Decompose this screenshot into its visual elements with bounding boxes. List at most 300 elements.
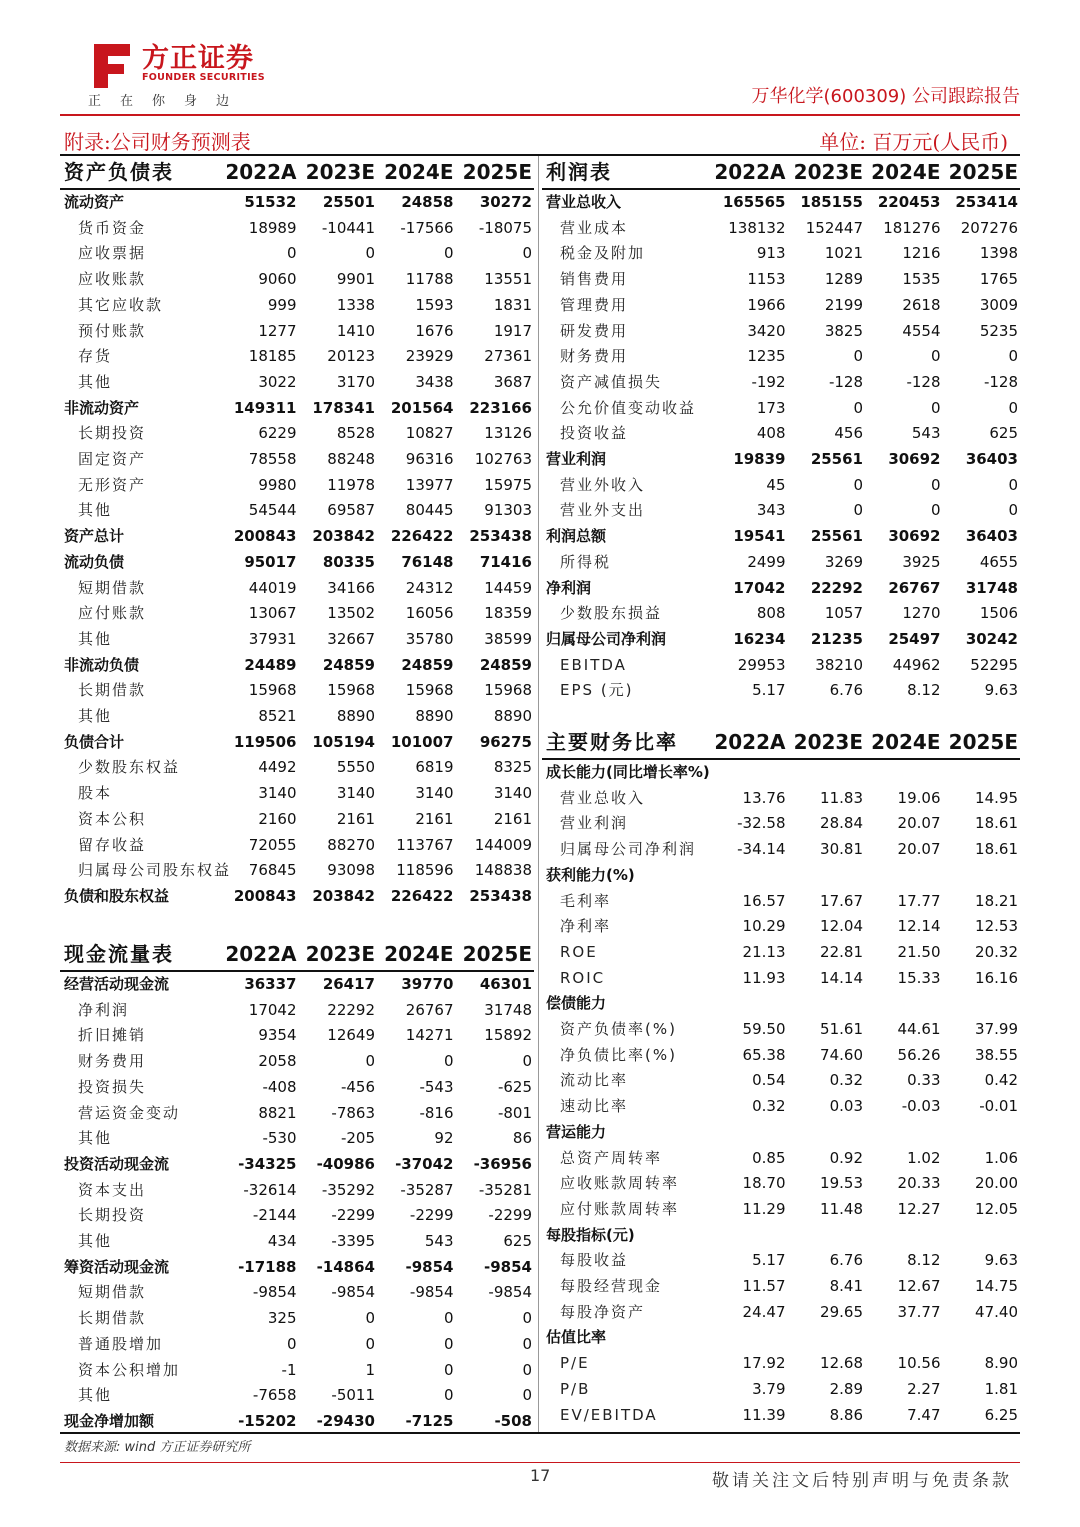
- cell-value: 19.06: [897, 788, 941, 807]
- cell-value: 25561: [810, 450, 863, 469]
- cash-flow-table: [60, 938, 534, 1435]
- row-label: 资产负债率(%): [560, 1020, 677, 1039]
- table-row: [542, 966, 1020, 992]
- row-label: 无形资产: [78, 475, 147, 494]
- table-row: [542, 421, 1020, 447]
- table-row: [542, 1300, 1020, 1326]
- cell-value: -128: [828, 372, 863, 391]
- cell-value: 11.39: [742, 1405, 786, 1424]
- cell-value: [788, 1120, 866, 1146]
- cell-value: 44.61: [897, 1020, 941, 1039]
- cell-value: 8325: [493, 758, 532, 777]
- income-statement-table: [542, 156, 1020, 704]
- table-row: [542, 1325, 1020, 1351]
- cell-value: -7125: [405, 1411, 454, 1430]
- year-header: 2025E: [943, 156, 1021, 189]
- disclaimer: 敬请关注文后特别声明与免责条款: [712, 1471, 1012, 1491]
- cell-value: 543: [424, 1232, 454, 1251]
- cell-value: 6229: [258, 424, 297, 443]
- cell-value: [865, 863, 943, 889]
- row-label: 营业总收入: [560, 788, 646, 807]
- cell-value: 173: [756, 398, 786, 417]
- cell-value: 203842: [312, 886, 375, 905]
- row-label: 归属母公司净利润: [560, 840, 697, 859]
- cell-value: 1.02: [907, 1148, 941, 1167]
- row-label: 投资损失: [78, 1077, 147, 1096]
- cell-value: 138132: [728, 218, 786, 237]
- cell-value: 12649: [327, 1026, 375, 1045]
- cell-value: [710, 1120, 788, 1146]
- cell-value: [865, 1325, 943, 1351]
- year-header: 2024E: [865, 726, 943, 759]
- cell-value: 1338: [336, 295, 375, 314]
- cell-value: 3140: [336, 784, 375, 803]
- row-label: 少数股东损益: [560, 604, 663, 623]
- table-row: [542, 678, 1020, 704]
- cell-value: -192: [751, 372, 786, 391]
- cell-value: -18075: [478, 218, 532, 237]
- cell-value: 0: [365, 1052, 375, 1071]
- cell-value: 51.61: [820, 1020, 863, 1039]
- row-label: 资本支出: [78, 1180, 147, 1199]
- cell-value: -205: [340, 1129, 375, 1148]
- table-row: [542, 914, 1020, 940]
- row-label: 归属母公司股东权益: [78, 861, 232, 880]
- cell-value: 25497: [888, 629, 941, 648]
- cell-value: 13.76: [742, 788, 786, 807]
- cell-value: 11788: [405, 270, 454, 289]
- cell-value: 1021: [824, 244, 863, 263]
- cell-value: 0: [853, 398, 863, 417]
- cell-value: 3269: [824, 552, 863, 571]
- cell-value: 434: [267, 1232, 297, 1251]
- row-label: 销售费用: [560, 270, 629, 289]
- cell-value: 80445: [405, 501, 454, 520]
- year-header: 2022A: [710, 156, 788, 189]
- cell-value: 253438: [469, 527, 532, 546]
- cell-value: 0: [365, 244, 375, 263]
- cell-value: 20.33: [897, 1174, 941, 1193]
- cell-value: 0.85: [752, 1148, 786, 1167]
- cell-value: 3825: [824, 321, 863, 340]
- year-header: 2023E: [299, 938, 378, 971]
- row-label: 投资活动现金流: [64, 1154, 170, 1173]
- cell-value: -9854: [331, 1283, 375, 1302]
- cell-value: -0.01: [979, 1097, 1018, 1116]
- table-row: [60, 370, 534, 396]
- cell-value: 0.92: [829, 1148, 863, 1167]
- cell-value: 11.29: [742, 1199, 786, 1218]
- cell-value: 86: [512, 1129, 532, 1148]
- table-row: [542, 1351, 1020, 1377]
- cell-value: 11.57: [742, 1277, 786, 1296]
- row-label: EPS (元): [560, 681, 634, 700]
- balance-sheet-panel: [60, 156, 534, 910]
- cell-value: 17042: [248, 1000, 297, 1019]
- row-label: 存货: [78, 347, 113, 366]
- table-row: [60, 1409, 534, 1435]
- row-label: 非流动负债: [64, 655, 140, 674]
- cell-value: 20.07: [897, 814, 941, 833]
- cell-value: [943, 1325, 1021, 1351]
- slogan: 正在你身边: [88, 94, 249, 109]
- cell-value: 16234: [733, 629, 786, 648]
- cell-value: -9854: [252, 1283, 297, 1302]
- cell-value: [788, 991, 866, 1017]
- year-header: 2024E: [377, 938, 456, 971]
- cell-value: 4554: [902, 321, 941, 340]
- unit-label: 单位: 百万元(人民币): [819, 130, 1008, 154]
- cell-value: 18185: [248, 347, 297, 366]
- cell-value: 1398: [979, 244, 1018, 263]
- cell-value: 1765: [979, 270, 1018, 289]
- cell-value: -7658: [252, 1386, 297, 1405]
- cell-value: 35780: [405, 629, 454, 648]
- row-label: 现金净增加额: [64, 1411, 155, 1430]
- cell-value: 38.55: [975, 1045, 1018, 1064]
- cell-value: 3.79: [752, 1379, 786, 1398]
- cell-value: -7863: [331, 1103, 375, 1122]
- table-row: [60, 807, 534, 833]
- cell-value: 0: [443, 1386, 454, 1405]
- cell-value: 36403: [965, 450, 1018, 469]
- row-label: 其他: [78, 1129, 113, 1148]
- cell-value: -14864: [316, 1257, 375, 1276]
- table-row: [60, 498, 534, 524]
- cell-value: 45: [766, 475, 786, 494]
- cell-value: -32614: [243, 1180, 297, 1199]
- cell-value: 2199: [824, 295, 863, 314]
- table-row: [542, 1146, 1020, 1172]
- cell-value: 20.00: [975, 1174, 1018, 1193]
- cell-value: 456: [834, 424, 863, 443]
- cell-value: 12.67: [897, 1277, 941, 1296]
- logo-cn: 方正证券: [142, 43, 254, 74]
- cell-value: 14271: [405, 1026, 454, 1045]
- cell-value: 101007: [390, 732, 454, 751]
- cell-value: 36337: [244, 975, 297, 993]
- table-row: [542, 576, 1020, 602]
- row-label: 短期借款: [78, 1283, 147, 1302]
- cell-value: 54544: [248, 501, 297, 520]
- cell-value: 14459: [484, 578, 532, 597]
- report-title: 万华化学(600309) 公司跟踪报告: [751, 86, 1020, 107]
- cell-value: [710, 863, 788, 889]
- cell-value: 10827: [405, 424, 454, 443]
- cell-value: 12.53: [975, 917, 1018, 936]
- table-row: [60, 1203, 534, 1229]
- table-row: [542, 863, 1020, 889]
- row-label: 长期投资: [78, 424, 147, 443]
- cell-value: 11.83: [820, 788, 863, 807]
- cell-value: 625: [989, 424, 1018, 443]
- cell-value: 113767: [396, 835, 454, 854]
- cell-value: 56.26: [897, 1045, 941, 1064]
- cell-value: 27361: [484, 347, 532, 366]
- cell-value: [788, 1223, 866, 1249]
- cell-value: 30692: [888, 450, 941, 469]
- row-label: 资产总计: [64, 527, 125, 546]
- row-label: 普通股增加: [78, 1334, 164, 1353]
- data-source: 数据来源: wind 方正证券研究所: [64, 1440, 251, 1455]
- cell-value: 10.29: [742, 917, 786, 936]
- cell-value: 24489: [244, 655, 297, 674]
- row-label: 管理费用: [560, 295, 629, 314]
- table-row: [542, 786, 1020, 812]
- cell-value: 5.17: [752, 681, 786, 700]
- row-label: 投资收益: [560, 424, 629, 443]
- cell-value: 20.07: [897, 840, 941, 859]
- table-row: [542, 370, 1020, 396]
- cell-value: 24859: [479, 655, 532, 674]
- table-row: [542, 241, 1020, 267]
- cell-value: 1.06: [984, 1148, 1018, 1167]
- table-row: [542, 1120, 1020, 1146]
- cell-value: 15892: [484, 1026, 532, 1045]
- cell-value: 19.53: [820, 1174, 863, 1193]
- cell-value: 4655: [979, 552, 1018, 571]
- table-row: [542, 759, 1020, 786]
- cell-value: 3140: [493, 784, 532, 803]
- cell-value: 37931: [248, 629, 297, 648]
- cell-value: 148838: [474, 861, 532, 880]
- row-label: 毛利率: [560, 891, 612, 910]
- cell-value: 203842: [312, 527, 375, 546]
- cell-value: 0: [286, 244, 297, 263]
- cell-value: 8521: [258, 707, 297, 726]
- cell-value: 9901: [336, 270, 375, 289]
- cell-value: 118596: [396, 861, 454, 880]
- row-label: 所得税: [560, 552, 612, 571]
- cell-value: 0: [365, 1334, 375, 1353]
- cell-value: 2161: [336, 809, 375, 828]
- cell-value: 8.12: [907, 681, 941, 700]
- table-row: [542, 889, 1020, 915]
- cell-value: 17042: [733, 578, 786, 597]
- cell-value: -2299: [409, 1206, 454, 1225]
- cell-value: 3420: [747, 321, 786, 340]
- table-row: [60, 550, 534, 576]
- footer-rule: [60, 1462, 1020, 1463]
- cell-value: -508: [494, 1411, 532, 1430]
- row-label: EV/EBITDA: [560, 1405, 658, 1424]
- row-label: 净利润: [546, 578, 592, 597]
- table-title: 利润表: [542, 156, 710, 189]
- table-row: [60, 1049, 534, 1075]
- row-label: 留存收益: [78, 835, 147, 854]
- cell-value: 0: [286, 1334, 297, 1353]
- row-label: 成长能力(同比增长率%): [546, 763, 710, 781]
- cell-value: -32.58: [737, 814, 786, 833]
- cell-value: 543: [911, 424, 941, 443]
- cell-value: 1057: [824, 604, 863, 623]
- cell-value: 2058: [258, 1052, 297, 1071]
- table-row: [542, 1043, 1020, 1069]
- table-row: [60, 524, 534, 550]
- cell-value: 59.50: [742, 1020, 786, 1039]
- cell-value: 95017: [244, 552, 297, 571]
- row-label: 经营活动现金流: [64, 975, 170, 993]
- table-row: [60, 267, 534, 293]
- cell-value: 3170: [336, 372, 375, 391]
- table-row: [60, 1101, 534, 1127]
- ratios-panel: [542, 726, 1020, 1428]
- table-row: [60, 293, 534, 319]
- income-statement-panel: [542, 156, 1020, 704]
- table-row: [542, 447, 1020, 473]
- cell-value: 1535: [902, 270, 941, 289]
- table-row: [542, 940, 1020, 966]
- row-label: 负债合计: [64, 732, 125, 751]
- cell-value: 144009: [474, 835, 532, 854]
- cell-value: 71416: [479, 552, 532, 571]
- cell-value: 26767: [888, 578, 941, 597]
- table-row: [60, 1358, 534, 1384]
- cell-value: 0.32: [752, 1097, 786, 1116]
- table-row: [542, 991, 1020, 1017]
- cell-value: -5011: [331, 1386, 375, 1405]
- cell-value: 200843: [233, 886, 297, 905]
- cell-value: -9854: [409, 1283, 454, 1302]
- appendix-title: 附录:公司财务预测表: [64, 130, 251, 154]
- cell-value: 14.75: [975, 1277, 1018, 1296]
- cell-value: 1593: [415, 295, 454, 314]
- cell-value: 23929: [405, 347, 454, 366]
- table-row: [60, 858, 534, 884]
- cell-value: -36956: [473, 1154, 532, 1173]
- row-label: 应付账款: [78, 604, 147, 623]
- cell-value: 18.21: [975, 891, 1018, 910]
- cell-value: 14.14: [820, 968, 863, 987]
- row-label: 资本公积增加: [78, 1360, 181, 1379]
- row-label: 资本公积: [78, 809, 147, 828]
- table-row: [542, 189, 1020, 216]
- table-row: [60, 1280, 534, 1306]
- cell-value: 30272: [479, 193, 532, 211]
- cell-value: -17188: [238, 1257, 297, 1276]
- row-label: 其他: [78, 372, 113, 391]
- cell-value: -0.03: [901, 1097, 941, 1116]
- cell-value: 185155: [800, 193, 863, 211]
- cell-value: 2.89: [829, 1379, 863, 1398]
- cell-value: 149311: [233, 398, 297, 417]
- row-label: 每股收益: [560, 1251, 629, 1270]
- cell-value: 0: [365, 1309, 375, 1328]
- cell-value: 0.03: [829, 1097, 863, 1116]
- column-divider: [538, 156, 539, 1432]
- cell-value: 9354: [258, 1026, 297, 1045]
- cell-value: 72055: [248, 835, 297, 854]
- cell-value: 29.65: [820, 1302, 863, 1321]
- table-row: [542, 1403, 1020, 1429]
- cell-value: [943, 1120, 1021, 1146]
- table-row: [60, 344, 534, 370]
- cell-value: 12.05: [975, 1199, 1018, 1218]
- cell-value: 65.38: [742, 1045, 786, 1064]
- row-label: 货币资金: [78, 218, 147, 237]
- cell-value: 16.57: [742, 891, 786, 910]
- cell-value: 46301: [479, 975, 532, 993]
- cell-value: 11978: [327, 475, 375, 494]
- cell-value: -3395: [331, 1232, 375, 1251]
- row-label: 速动比率: [560, 1097, 629, 1116]
- cell-value: 36403: [965, 527, 1018, 546]
- cell-value: -17566: [400, 218, 454, 237]
- table-row: [60, 576, 534, 602]
- cell-value: 12.68: [820, 1354, 863, 1373]
- cell-value: -1: [281, 1360, 297, 1379]
- table-row: [542, 1274, 1020, 1300]
- cell-value: 0: [1008, 347, 1018, 366]
- table-row: [60, 884, 534, 910]
- cell-value: 31748: [484, 1000, 532, 1019]
- cell-value: 207276: [960, 218, 1018, 237]
- year-header: 2024E: [865, 156, 943, 189]
- row-label: 折旧摊销: [78, 1026, 147, 1045]
- cell-value: 24.47: [742, 1302, 786, 1321]
- cell-value: 18.61: [975, 840, 1018, 859]
- cell-value: 34166: [327, 578, 375, 597]
- cell-value: [943, 1223, 1021, 1249]
- cell-value: 0.32: [829, 1071, 863, 1090]
- cell-value: 1: [365, 1360, 375, 1379]
- table-row: [60, 833, 534, 859]
- cell-value: -816: [419, 1103, 454, 1122]
- cell-value: 24858: [401, 193, 454, 211]
- row-label: 估值比率: [546, 1328, 607, 1347]
- row-label: 其他: [78, 1386, 113, 1405]
- table-row: [60, 1126, 534, 1152]
- cell-value: 1216: [902, 244, 941, 263]
- cell-value: 17.92: [742, 1354, 786, 1373]
- cell-value: 22292: [327, 1000, 375, 1019]
- cell-value: 7.47: [907, 1405, 941, 1424]
- cell-value: 4492: [258, 758, 297, 777]
- row-label: 净利润: [78, 1000, 130, 1019]
- cell-value: 0.54: [752, 1071, 786, 1090]
- cell-value: 18.61: [975, 814, 1018, 833]
- cell-value: 2161: [493, 809, 532, 828]
- cell-value: [865, 1223, 943, 1249]
- cell-value: -456: [340, 1077, 375, 1096]
- cell-value: -530: [262, 1129, 297, 1148]
- cell-value: 18359: [484, 604, 532, 623]
- cell-value: 226422: [390, 527, 454, 546]
- cell-value: 0: [522, 244, 532, 263]
- table-row: [60, 241, 534, 267]
- cell-value: 0: [522, 1052, 532, 1071]
- cell-value: 91303: [484, 501, 532, 520]
- row-label: 少数股东权益: [78, 758, 181, 777]
- cell-value: 0: [930, 501, 941, 520]
- cell-value: 0: [443, 244, 454, 263]
- cell-value: 5550: [336, 758, 375, 777]
- cell-value: 1153: [747, 270, 786, 289]
- row-label: 净利率: [560, 917, 612, 936]
- cell-value: 0: [930, 475, 941, 494]
- year-header: 2022A: [220, 156, 299, 189]
- cell-value: [710, 1223, 788, 1249]
- year-header: 2025E: [943, 726, 1021, 759]
- table-row: [60, 781, 534, 807]
- cell-value: 0: [522, 1309, 532, 1328]
- year-header: 2023E: [788, 726, 866, 759]
- cell-value: 17.67: [820, 891, 863, 910]
- cell-value: 24312: [405, 578, 454, 597]
- cell-value: 223166: [469, 398, 532, 417]
- cell-value: 343: [756, 501, 786, 520]
- cell-value: 913: [756, 244, 786, 263]
